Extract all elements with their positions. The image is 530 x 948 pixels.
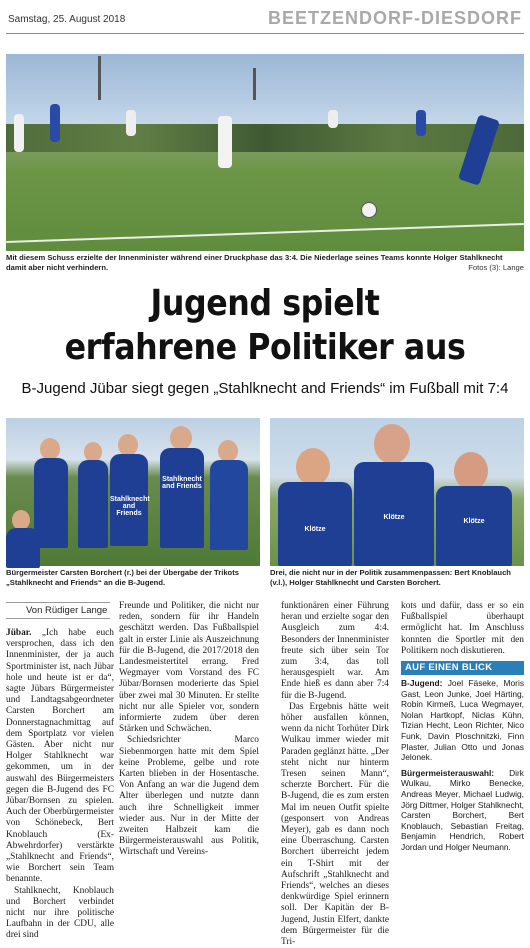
team-photo-caption: Bürgermeister Carsten Borchert (r.) bei der Übergabe der Trikots „Stahlknecht and Friends“ an die B-Jugend. bbox=[6, 568, 239, 587]
headline: Jugend spielt erfahrene Politiker aus bbox=[64, 283, 466, 368]
player-figure bbox=[50, 104, 60, 142]
main-photo-caption: Mit diesem Schuss erzielte der Innenminister während einer Druckphase das 3:4. Die Niederlage seines Teams konnte Holger Stahlknecht damit aber nicht verhindern. bbox=[6, 253, 503, 272]
article-column-1: Jübar. „Ich habe euch versprochen, dass ich den Innenminister, der ja auch Sportminister ist, nach Jübar hole und heute ist er da“, sagte Jübars Bürgermeister und Landtagsabgeordneter Carsten Borchert am Donnerstagnachmittag auf dem Sportplatz vor vielen Gästen. Aber nicht nur Holger Stahlknecht war gekommen, um in der auswahl des Bürgermeisters gegen die B-Jugend des FC Jübar/Bornsen zu spielen. Auch der Oberbürgermeister von Schönebeck, Bert Knoblauch (Ex-Abwehrdorfer) verstärkte „Stahlknecht and Friends“, wie Borchert sein Team benannte. Stahlknecht, Knoblauch und Borchert verbindet nicht nur ihre politische Laufbahn in der CDU, alle drei sind bbox=[6, 628, 114, 941]
player-figure bbox=[416, 110, 426, 136]
flag-pole bbox=[253, 68, 256, 100]
author-byline: Von Rüdiger Lange bbox=[6, 602, 110, 619]
football bbox=[361, 202, 377, 218]
b-jugend-roster: Joel Fäseke, Moris Gast, Leon Junke, Joel Härting, Robin Kirmeß, Luca Wegmayer, Nolan Hartkopf, Niclas Kühn, Tizian Hecht, Leon Richter, Nico Funk, Davin Ploschnitzki, Finn Plaster, Julian Otto und Jonas Jelonek. bbox=[401, 678, 525, 763]
flag-pole bbox=[98, 56, 101, 100]
politicians-photo-caption: Drei, die nicht nur in der Politik zusammenpassen: Bert Knoblauch (v.l.), Holger Stahlknecht und Carsten Borchert. bbox=[270, 568, 511, 587]
player-figure bbox=[126, 110, 136, 136]
info-box: B-Jugend: Joel Fäseke, Moris Gast, Leon Junke, Joel Härting, Robin Kirmeß, Luca Wegmayer, Nolan Hartkopf, Niclas Kühn, Tizian Hecht, Leon Richter, Nico Funk, Davin Ploschnitzki, Finn Plaster, Julian Otto und Jonas Jelonek. Bürgermeisterauswahl: Dirk Wulkau, Mirko Benecke, Andreas Meyer, Michael Ludwig, Jörg Dittmer, Holger Stahlknecht, Carsten Borchert, Bert Knoblauch, Sebastian Freitag, Benjamin Hendrich, Robert Jordan und Holger Neumann. bbox=[401, 678, 525, 852]
photo-credit: Fotos (3): Lange bbox=[468, 263, 524, 272]
auswahl-roster: Dirk Wulkau, Mirko Benecke, Andreas Meyer, Michael Ludwig, Jörg Dittmer, Holger Stahlknecht, Carsten Borchert, Bert Knoblauch, Sebastian Freitag, Benjamin Hendrich, Robert Jordan und Holger Neumann. bbox=[401, 767, 524, 852]
team-photo-left: Stahlknecht and Friends Stahlknecht and Friends bbox=[6, 418, 260, 566]
article-column-4: kots und dafür, dass er so ein Fußballspiel überhaupt ermöglicht hat. Im Anschluss konnten die Sportler mit den Politikern noch diskutieren. bbox=[401, 601, 524, 656]
section-title: BEETZENDORF-DIESDORF bbox=[268, 8, 522, 28]
politicians-photo: Klötze Klötze Klötze bbox=[270, 418, 524, 566]
player-figure bbox=[328, 110, 338, 128]
player-figure bbox=[14, 114, 24, 152]
subheadline: B-Jugend Jübar siegt gegen „Stahlknecht and Friends“ im Fußball mit 7:4 bbox=[21, 380, 509, 397]
player-figure bbox=[218, 116, 232, 168]
article-column-3: funktionären einer Führung heran und erzielte sogar den Ausgleich zum 4:4. Besonders der Innenminister freute sich über sein Tor zum 3:4, das toll herausgespielt war. Am Ende hieß es dann aber 7:4 für die B-Jugend. Das Ergebnis hätte weit höher ausfallen können, wenn da nicht Torhüter Dirk Wulkau immer wieder mit Paraden geglänzt hätte. „Der steht nicht nur hinterm Tresen seinen Mann“, scherzte Borchert. Für die B-Jugend, die es zum ersten Mal im neuen Outfit spielte (gesponsert von Andreas Meyer), gab es dann noch eine Überraschung. Carsten Borchert überreicht jedem ein T-Shirt mit der Aufschrift „Stahlknecht and Friends“, welches an dieses denkwürdige Spiel erinnern soll. Der Kapitän der B-Jugend, Justin Elfert, dankte dem Bürgermeister für die Tri- bbox=[281, 601, 389, 948]
article-column-2: Freunde und Politiker, die nicht nur reden, sondern für ihr Handeln geschätzt werden. Das Fußballspiel galt in erster Linie als Auszeichnung für die B-Jugend, die 2017/2018 den Landesmeistertitel errang. Fred Wegmayer vom Vorstand des FC Jübar/Bornsen moderierte das Spiel über zwei mal 30 Minuten. Er stellte nicht nur alle Spieler vor, sondern informierte zudem über deren Stärken und Schwächen. Schiedsrichter Marco Siebenmorgen hatte mit dem Spiel keine Probleme, gelbe und rote Karten blieben in der Hosentasche. Von Anfang an war die Jugend dem Alter überlegen und nutzte dann auch ihre Schnelligkeit immer wieder aus. Nur in der Mitte der zweiten Halbzeit kam die Bürgermeisterauswahl aus Politik, Wirtschaft und Vereins- bbox=[119, 601, 259, 858]
dateline: Jübar. bbox=[6, 628, 32, 638]
page-header bbox=[6, 4, 524, 34]
issue-date: Samstag, 25. August 2018 bbox=[8, 14, 126, 25]
info-box-title: AUF EINEN BLICK bbox=[401, 661, 524, 675]
main-photo bbox=[6, 54, 524, 251]
